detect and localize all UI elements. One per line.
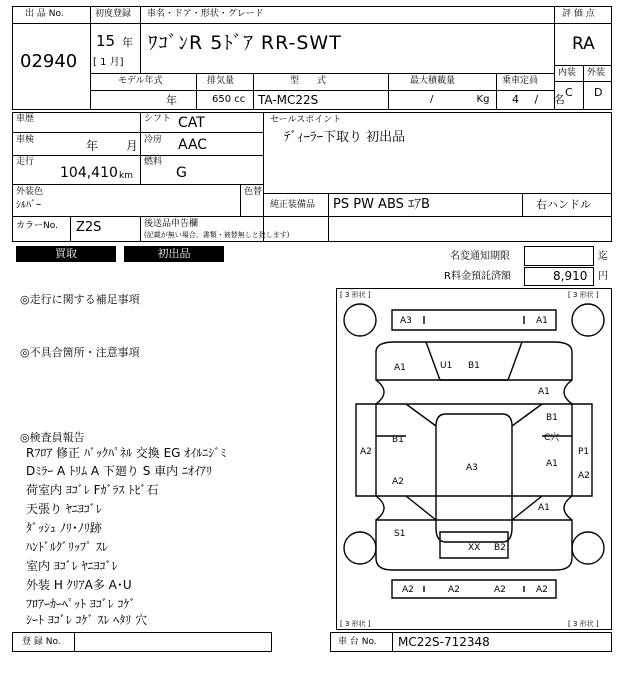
inspector-line: Dﾐﾗｰ A ﾄﾘﾑ A 下廻り S 車内 ﾆｵｲｱﾘ: [26, 464, 212, 478]
divider: [90, 90, 554, 91]
damage-mark: A2: [536, 585, 548, 595]
model-year-label: モデル年式: [118, 76, 163, 86]
steering: 右ハンドル: [536, 198, 591, 211]
divider: [392, 632, 393, 652]
recycle-unit: 円: [598, 271, 608, 282]
divider: [263, 193, 612, 194]
damage-mark: A3: [466, 463, 478, 473]
buy-badge: 買取: [16, 246, 116, 262]
damage-mark: A1: [538, 387, 550, 397]
damage-mark: A1: [536, 316, 548, 326]
divider: [12, 155, 263, 156]
damage-mark: S1: [394, 529, 406, 539]
interior-grade: C: [565, 86, 573, 99]
inspector-line: 天張り ﾔﾆﾖｺﾞﾚ: [26, 502, 102, 516]
equipment: PS PW ABS ｴｱB: [333, 197, 430, 212]
sales-point-label: セールスポイント: [270, 115, 342, 125]
max-load: / Kg: [430, 94, 490, 105]
car-damage-diagram: [336, 288, 612, 630]
fuel-label: 燃料: [144, 157, 163, 167]
divider: [583, 65, 584, 110]
exterior-grade: D: [594, 86, 603, 99]
recycle-label: R料金預託済額: [444, 271, 511, 282]
mileage-value: 104,410: [60, 165, 118, 181]
car-label: 車名・ドア・形状・グレード: [147, 9, 264, 19]
inspector-line: ﾌﾛｱｰｶｰﾍﾟｯﾄ ﾖｺﾞﾚ ｺｹﾞ: [26, 597, 136, 611]
divider: [140, 216, 141, 242]
reg-no-label: 登 録 No.: [22, 637, 61, 647]
fuel-value: G: [176, 165, 187, 181]
ext-color-label: 外装色: [16, 187, 44, 197]
chassis-label: 車 台 No.: [338, 637, 377, 647]
type-label: 型 式: [290, 76, 327, 86]
divider: [12, 184, 263, 185]
damage-mark: A1: [546, 459, 558, 469]
damage-mark: P1: [578, 447, 590, 457]
inspection-value: 年 月: [86, 139, 138, 153]
bracket-label: [ 3 形状 ]: [568, 620, 599, 628]
post-install-label: 後送品申告欄: [144, 219, 199, 229]
mileage-label: 走行: [16, 157, 35, 167]
damage-mark: B1: [546, 413, 558, 423]
inspector-line: ﾀﾞｯｼｭ ﾉﾘ･ﾉﾘ跡: [26, 521, 102, 535]
defects-title: ◎不具合箇所・注意事項: [20, 346, 140, 359]
inspector-line: 室内 ﾖｺﾞﾚ ﾔﾆﾖｺﾞﾚ: [26, 559, 118, 573]
divider: [70, 216, 71, 242]
divider: [90, 6, 91, 110]
driving-remarks-title: ◎走行に関する補足事項: [20, 293, 140, 306]
damage-mark: A1: [538, 503, 550, 513]
divider: [140, 112, 141, 184]
inspector-line: 外装 H ｸﾘｱA多 A･U: [26, 578, 132, 592]
max-load-label: 最大積載量: [410, 76, 456, 86]
lot-no-label: 出 品 No.: [25, 9, 64, 19]
divider: [328, 193, 329, 242]
capacity-label: 乗車定員: [502, 76, 539, 86]
history-label: 車歴: [16, 114, 35, 124]
sales-point: ﾃﾞｨｰﾗｰ下取り 初出品: [284, 130, 406, 145]
color-change-label: 色替: [244, 187, 263, 197]
divider: [522, 193, 523, 216]
divider: [74, 632, 75, 652]
name-change-field: [524, 246, 594, 266]
damage-mark: A2: [448, 585, 460, 595]
capacity: 4 / 名: [512, 93, 565, 106]
divider: [496, 73, 497, 110]
damage-mark: A2: [494, 585, 506, 595]
damage-mark: A1: [394, 363, 406, 373]
divider: [263, 112, 264, 242]
divider: [253, 73, 254, 110]
inspector-line: Rﾌﾛｱ 修正 ﾊﾞｯｸﾊﾟﾈﾙ 交換 EG ｵｲﾙﾆｼﾞﾐ: [26, 446, 227, 460]
bracket-label: [ 3 形状 ]: [568, 291, 599, 299]
displacement-label: 排気量: [207, 76, 235, 86]
name-change-suffix: 迄: [598, 251, 608, 262]
ext-color: ｼﾙﾊﾞｰ: [16, 200, 41, 211]
first-listing-badge: 初出品: [124, 246, 224, 262]
car-name: ﾜｺﾞﾝR 5ﾄﾞｱ RR-SWT: [148, 32, 342, 54]
divider: [196, 73, 197, 110]
recycle-amount: 8,910: [553, 269, 588, 283]
damage-mark: A2: [360, 447, 372, 457]
damage-mark: A2: [578, 471, 590, 481]
shift-label: シフト: [144, 114, 172, 124]
model-year-unit: 年: [166, 94, 177, 107]
divider: [12, 216, 612, 217]
divider: [240, 184, 241, 216]
damage-mark: A2: [392, 477, 404, 487]
interior-label: 内装: [558, 68, 577, 78]
damage-mark: XX: [468, 543, 481, 553]
damage-mark: C穴: [544, 433, 560, 443]
grade-label: 評 価 点: [562, 9, 595, 19]
shift-value: CAT: [178, 115, 205, 131]
divider: [90, 23, 554, 24]
damage-mark: B1: [392, 435, 404, 445]
model-type: TA-MC22S: [258, 93, 319, 107]
reg-year: 15: [96, 32, 116, 50]
displacement: 650 cc: [212, 94, 246, 105]
color-no-label: カラーNo.: [16, 221, 58, 231]
grade-value: RA: [572, 34, 595, 54]
equipment-label: 純正装備品: [270, 200, 316, 210]
first-reg-label: 初度登録: [95, 9, 132, 19]
ac-value: AAC: [178, 137, 208, 153]
bracket-label: [ 3 形状 ]: [340, 291, 371, 299]
divider: [12, 132, 263, 133]
bracket-label: [ 3 形状 ]: [340, 620, 371, 628]
divider: [12, 23, 90, 24]
lot-no: 02940: [20, 51, 78, 72]
inspector-line: 荷室内 ﾖｺﾞﾚ Fｶﾞﾗｽ ﾄﾋﾞ石: [26, 483, 159, 497]
damage-mark: A2: [402, 585, 414, 595]
damage-mark: A3: [400, 316, 412, 326]
divider: [140, 6, 141, 23]
damage-mark: B2: [494, 543, 506, 553]
inspector-line: ｼｰﾄ ﾖｺﾞﾚ ｺｹﾞ ｽﾚ ﾍﾀﾘ 穴: [26, 613, 148, 627]
post-install-note: (記載が無い場合、書類・被替無しと致します): [144, 231, 290, 239]
divider: [554, 23, 612, 24]
mileage-unit: km: [119, 171, 133, 181]
chassis-no: MC22S-712348: [398, 635, 490, 649]
color-no: Z2S: [76, 220, 102, 235]
divider: [140, 23, 141, 73]
inspector-title: ◎検査員報告: [20, 431, 85, 444]
name-change-label: 名変通知期限: [450, 251, 510, 262]
damage-mark: U1: [440, 361, 453, 371]
exterior-label: 外装: [587, 68, 606, 78]
inspection-label: 車検: [16, 135, 35, 145]
reg-month: [ 1 月]: [93, 57, 124, 68]
ac-label: 冷房: [144, 135, 163, 145]
reg-year-unit: 年: [122, 36, 133, 49]
divider: [90, 73, 554, 74]
inspector-line: ﾊﾝﾄﾞﾙｸﾞﾘｯﾌﾟ ｽﾚ: [26, 540, 108, 554]
damage-mark: B1: [468, 361, 480, 371]
divider: [554, 81, 612, 82]
divider: [388, 73, 389, 110]
